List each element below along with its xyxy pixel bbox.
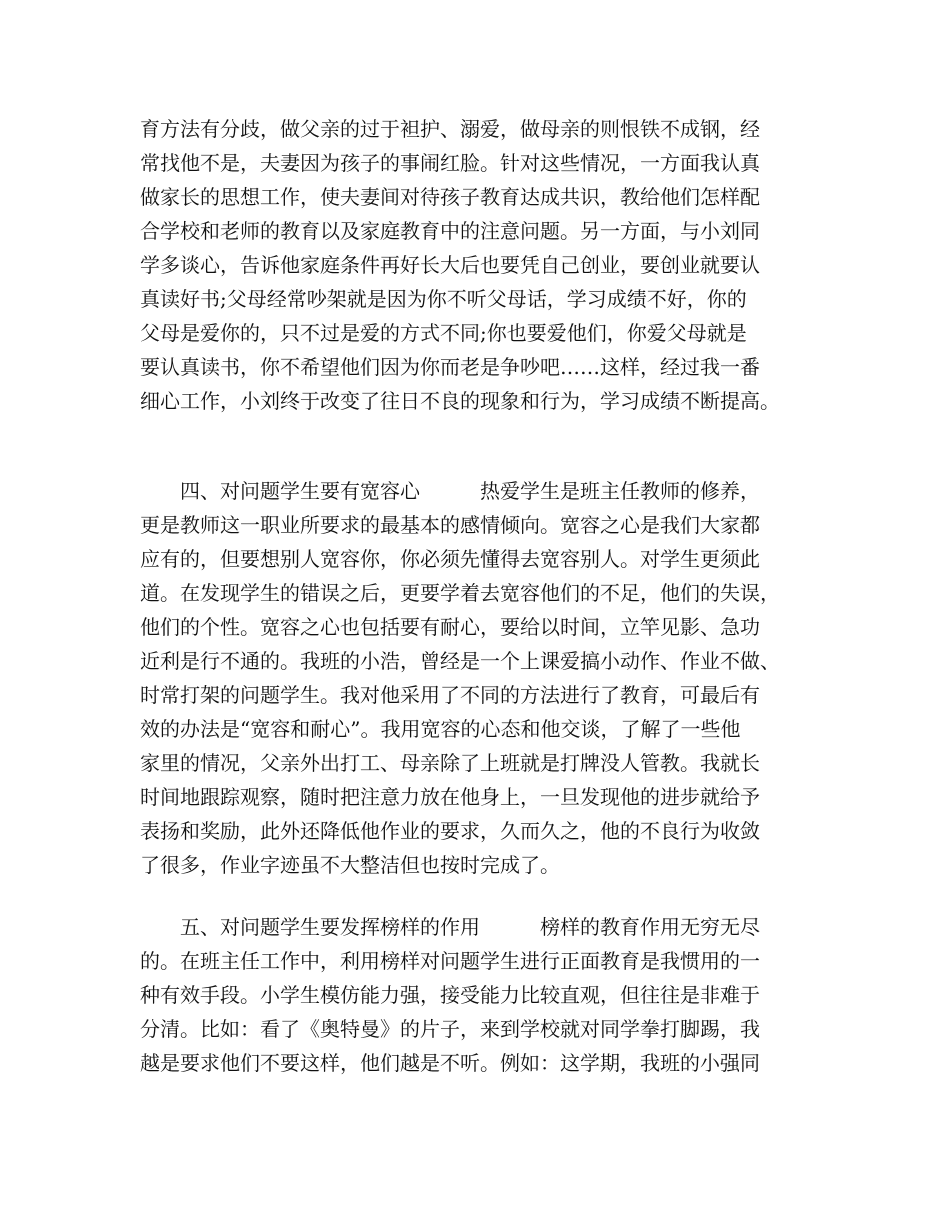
text-line: 学多谈心，告诉他家庭条件再好长大后也要凭自己创业，要创业就要认 xyxy=(140,253,760,277)
text-line: 要认真读书，你不希望他们因为你而老是争吵吧……这样，经过我一番 xyxy=(140,355,760,379)
text-line: 细心工作，小刘终于改变了往日不良的现象和行为，学习成绩不断提高。 xyxy=(140,389,780,413)
text-line: 效的办法是“宽容和耐心”。我用宽容的心态和他交谈，了解了一些他 xyxy=(140,717,741,741)
text-line: 真读好书;父母经常吵架就是因为你不听父母话，学习成绩不好，你的 xyxy=(140,287,747,311)
text-line: 道。在发现学生的错误之后，更要学着去宽容他们的不足，他们的失误， xyxy=(140,581,780,605)
text-line: 更是教师这一职业所要求的最基本的感情倾向。宽容之心是我们大家都 xyxy=(140,513,760,537)
text-line: 越是要求他们不要这样，他们越是不听。例如：这学期，我班的小强同 xyxy=(140,1051,760,1075)
text-line: 常找他不是，夫妻因为孩子的事闹红脸。针对这些情况，一方面我认真 xyxy=(140,151,760,175)
text-line: 时间地跟踪观察，随时把注意力放在他身上，一旦发现他的进步就给予 xyxy=(140,785,760,809)
section-heading-line: 四、对问题学生要有宽容心 热爱学生是班主任教师的修养， xyxy=(180,479,760,503)
text-line: 分清。比如：看了《奥特曼》的片子，来到学校就对同学拳打脚踢，我 xyxy=(140,1017,760,1041)
text-line: 近利是行不通的。我班的小浩，曾经是一个上课爱搞小动作、作业不做、 xyxy=(140,649,780,673)
paragraph-2 xyxy=(140,474,830,886)
text-line: 的。在班主任工作中，利用榜样对问题学生进行正面教育是我惯用的一 xyxy=(140,949,760,973)
paragraph-3 xyxy=(140,910,830,1085)
text-line: 家里的情况，父亲外出打工、母亲除了上班就是打牌没人管教。我就长 xyxy=(140,751,760,775)
text-line: 育方法有分歧，做父亲的过于袒护、溺爱，做母亲的则恨铁不成钢，经 xyxy=(140,117,760,141)
text-line: 了很多，作业字迹虽不大整洁但也按时完成了。 xyxy=(140,853,560,877)
paragraph-1 xyxy=(140,112,830,422)
text-line: 时常打架的问题学生。我对他采用了不同的方法进行了教育，可最后有 xyxy=(140,683,760,707)
text-line: 应有的，但要想别人宽容你，你必须先懂得去宽容别人。对学生更须此 xyxy=(140,547,760,571)
section-heading-line: 五、对问题学生要发挥榜样的作用 榜样的教育作用无穷无尽 xyxy=(180,915,760,939)
text-line: 合学校和老师的教育以及家庭教育中的注意问题。另一方面，与小刘同 xyxy=(140,219,760,243)
text-line: 表扬和奖励，此外还降低他作业的要求，久而久之，他的不良行为收敛 xyxy=(140,819,760,843)
text-line: 做家长的思想工作，使夫妻间对待孩子教育达成共识，教给他们怎样配 xyxy=(140,185,760,209)
text-line: 他们的个性。宽容之心也包括要有耐心，要给以时间，立竿见影、急功 xyxy=(140,615,760,639)
text-line: 种有效手段。小学生模仿能力强，接受能力比较直观，但往往是非难于 xyxy=(140,983,760,1007)
text-line: 父母是爱你的，只不过是爱的方式不同;你也要爱他们，你爱父母就是 xyxy=(140,321,747,345)
